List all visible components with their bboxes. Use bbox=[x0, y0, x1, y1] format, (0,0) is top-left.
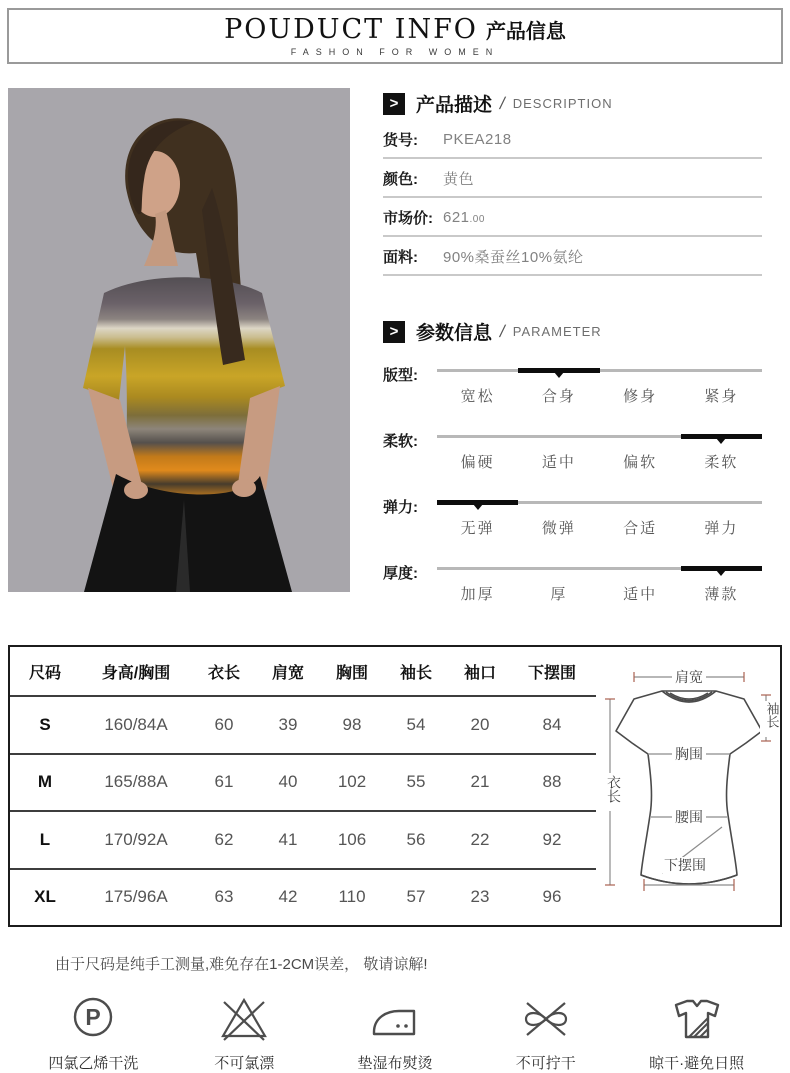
table-row-s: S 160/84A 60 39 98 54 20 84 bbox=[10, 697, 596, 755]
care-item-hang-dry: 晾干·避免日照 bbox=[621, 992, 772, 1073]
chevron-right-icon: > bbox=[383, 321, 405, 343]
model-photo-illustration bbox=[8, 88, 350, 592]
param-slider-elasticity bbox=[383, 495, 762, 538]
elasticity-label: 弹力: bbox=[383, 499, 418, 516]
price-decimal: .00 bbox=[469, 213, 485, 225]
table-row-m: M 165/88A 61 40 102 55 21 88 bbox=[10, 755, 596, 813]
parameter-title-en: PARAMETER bbox=[512, 324, 602, 339]
description-section-header bbox=[383, 90, 762, 117]
thickness-option: 薄款 bbox=[704, 586, 739, 603]
brand-subtitle: FASHON FOR WOMEN bbox=[290, 46, 500, 57]
no-bleach-icon bbox=[217, 992, 271, 1046]
care-item-iron-damp: 垫湿布熨烫 bbox=[320, 992, 471, 1073]
thickness-option: 适中 bbox=[623, 586, 658, 603]
iron-damp-cloth-icon bbox=[368, 992, 422, 1046]
col-header-chest: 胸围 bbox=[335, 664, 368, 682]
chevron-right-icon: > bbox=[383, 93, 405, 115]
thickness-option: 厚 bbox=[550, 586, 568, 603]
color-label: 颜色: bbox=[383, 170, 418, 188]
elasticity-slider-selection bbox=[437, 500, 518, 505]
hem-label: 下摆围 bbox=[664, 857, 706, 873]
elasticity-option: 微弹 bbox=[541, 520, 576, 537]
param-slider-softness bbox=[383, 429, 762, 472]
fit-options bbox=[437, 385, 762, 406]
col-header-shoulder: 肩宽 bbox=[271, 664, 304, 682]
elasticity-option: 弹力 bbox=[704, 520, 739, 537]
size-table-grid bbox=[10, 647, 596, 925]
no-wring-icon bbox=[519, 992, 573, 1046]
description-title-en: DESCRIPTION bbox=[512, 96, 613, 111]
softness-option: 柔软 bbox=[704, 454, 739, 471]
col-header-sleeve: 袖长 bbox=[399, 664, 432, 682]
price-label: 市场价: bbox=[383, 209, 433, 227]
item-no-value: PKEA218 bbox=[443, 130, 512, 148]
table-row-l: L 170/92A 62 41 106 56 22 92 bbox=[10, 812, 596, 870]
col-header-hem: 下摆围 bbox=[527, 664, 576, 682]
softness-option: 偏硬 bbox=[460, 454, 495, 471]
softness-label: 柔软: bbox=[383, 433, 418, 450]
thickness-options bbox=[437, 583, 762, 604]
sleeve-length-label: 袖长 bbox=[764, 702, 780, 728]
elasticity-options bbox=[437, 517, 762, 538]
param-slider-thickness bbox=[383, 561, 762, 604]
hang-dry-icon bbox=[670, 992, 724, 1046]
softness-options bbox=[437, 451, 762, 472]
col-header-length: 衣长 bbox=[207, 664, 240, 682]
size-table-header-row bbox=[10, 647, 596, 697]
fit-option: 宽松 bbox=[460, 388, 495, 405]
fit-option: 紧身 bbox=[704, 388, 739, 405]
softness-slider-selection bbox=[681, 434, 762, 439]
param-slider-fit bbox=[383, 363, 762, 406]
fit-option: 修身 bbox=[623, 388, 658, 405]
fabric-label: 面料: bbox=[383, 248, 418, 266]
elasticity-option: 无弹 bbox=[460, 520, 495, 537]
brand-title-en: POUDUCT INFO bbox=[224, 13, 478, 45]
dry-clean-p-icon bbox=[66, 992, 120, 1046]
measurement-note: 由于尺码是纯手工测量,难免存在1-2CM误差， 敬请谅解! bbox=[55, 956, 428, 973]
softness-option: 偏软 bbox=[623, 454, 658, 471]
price-value: 621.00 bbox=[443, 208, 485, 226]
care-item-no-wring: 不可拧干 bbox=[470, 992, 621, 1073]
measurement-diagram bbox=[596, 647, 782, 925]
parameter-section-header bbox=[383, 318, 762, 345]
thickness-slider-selection bbox=[681, 566, 762, 571]
thickness-option: 加厚 bbox=[460, 586, 495, 603]
description-title-cn: 产品描述 bbox=[416, 95, 493, 116]
col-header-cuff: 袖口 bbox=[463, 664, 496, 682]
chest-label: 胸围 bbox=[675, 746, 703, 762]
desc-row-price bbox=[383, 199, 762, 237]
col-header-size: 尺码 bbox=[28, 664, 61, 682]
elasticity-slider-track bbox=[437, 501, 762, 504]
brand-header bbox=[7, 8, 783, 64]
care-item-dry-clean: P 四氯乙烯干洗 bbox=[18, 992, 169, 1073]
thickness-label: 厚度: bbox=[383, 565, 418, 582]
fabric-value: 90%桑蚕丝10%氨纶 bbox=[443, 248, 584, 266]
color-value: 黄色 bbox=[443, 170, 475, 188]
fit-label: 版型: bbox=[383, 367, 418, 384]
shoulder-width-label: 肩宽 bbox=[675, 669, 703, 685]
care-item-no-bleach: 不可氯漂 bbox=[169, 992, 320, 1073]
product-photo bbox=[8, 88, 350, 592]
svg-text:P: P bbox=[85, 1004, 102, 1030]
title-separator: / bbox=[498, 321, 507, 341]
item-no-label: 货号: bbox=[383, 131, 418, 149]
main-content bbox=[0, 88, 790, 627]
fit-slider-selection bbox=[518, 368, 599, 373]
thickness-slider-track bbox=[437, 567, 762, 570]
info-panel bbox=[350, 88, 790, 627]
tshirt-measure-diagram bbox=[596, 657, 782, 915]
title-separator: / bbox=[498, 93, 507, 113]
softness-slider-track bbox=[437, 435, 762, 438]
garment-length-label: 衣长 bbox=[606, 775, 622, 803]
desc-row-fabric bbox=[383, 238, 762, 276]
care-instructions bbox=[18, 992, 772, 1073]
table-row-xl: XL 175/96A 63 42 110 57 23 96 bbox=[34, 887, 562, 907]
brand-title-cn: 产品信息 bbox=[485, 20, 566, 43]
fit-slider-track bbox=[437, 369, 762, 372]
waist-label: 腰围 bbox=[675, 809, 703, 825]
desc-row-color bbox=[383, 160, 762, 198]
parameter-title-cn: 参数信息 bbox=[416, 323, 493, 344]
size-table bbox=[8, 645, 782, 927]
fit-option: 合身 bbox=[541, 388, 576, 405]
softness-option: 适中 bbox=[541, 454, 576, 471]
desc-row-item-no bbox=[383, 121, 762, 159]
col-header-height-bust: 身高/胸围 bbox=[101, 664, 171, 682]
elasticity-option: 合适 bbox=[623, 520, 658, 537]
